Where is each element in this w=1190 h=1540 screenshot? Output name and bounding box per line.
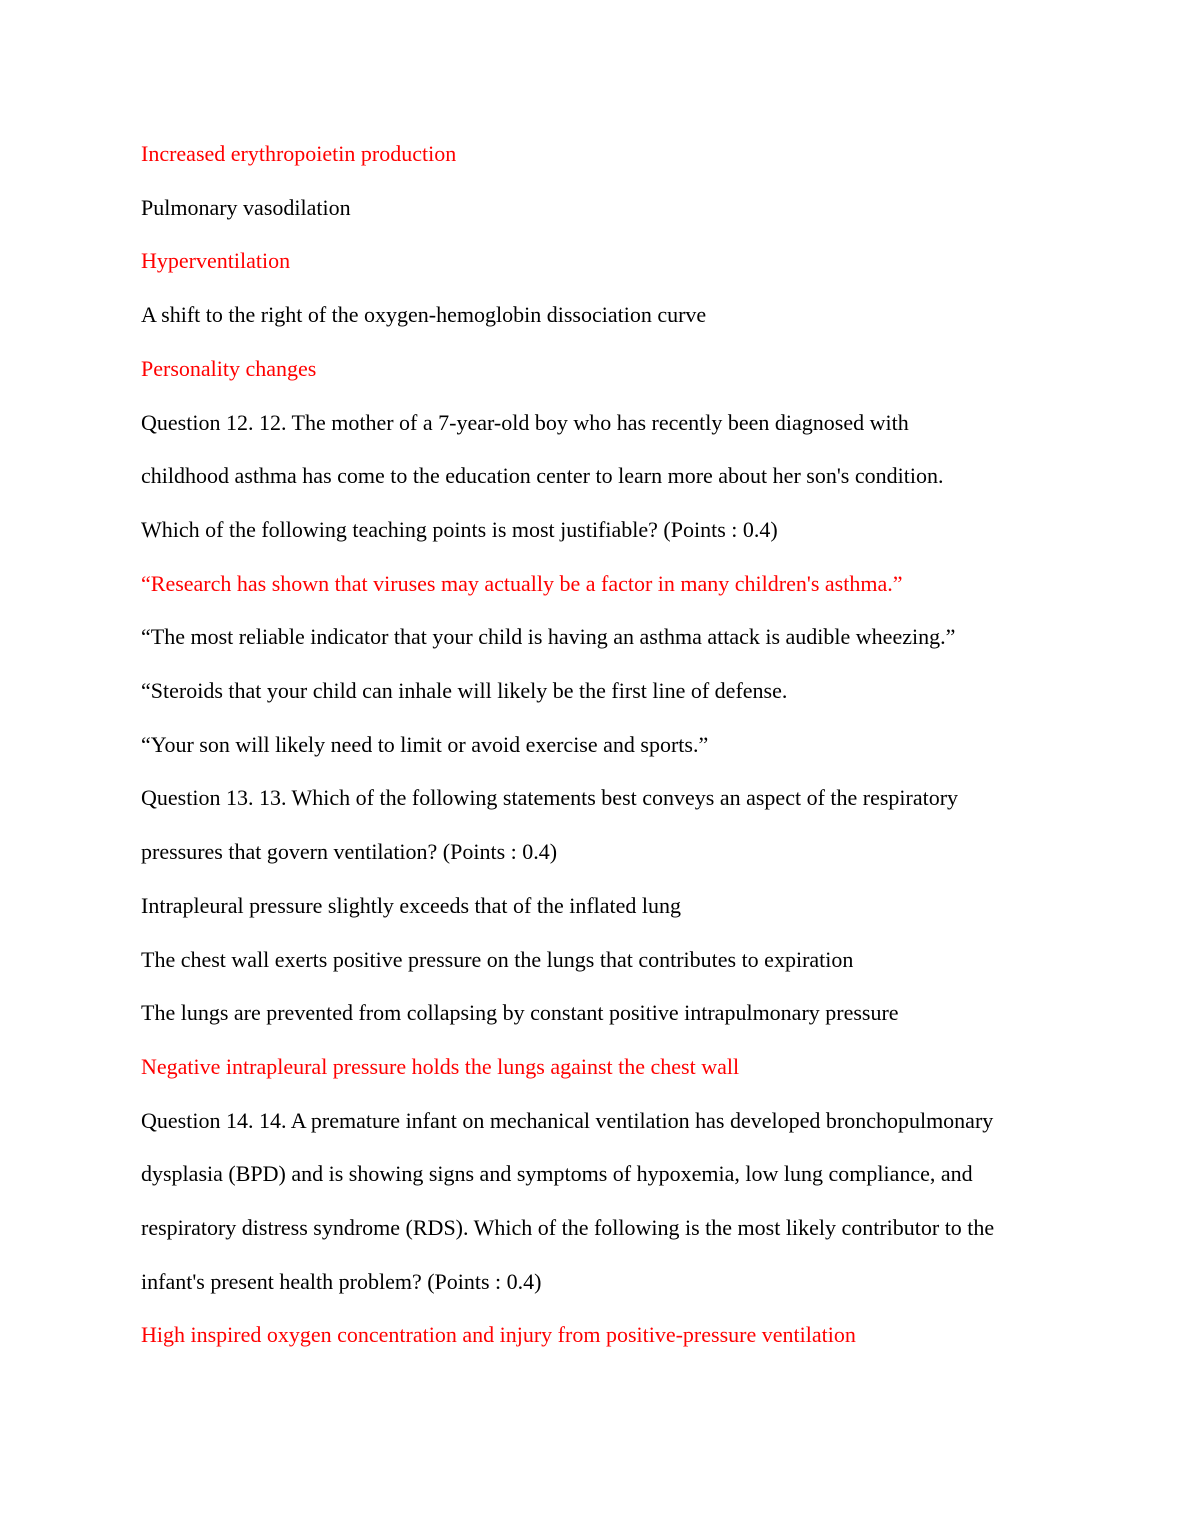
answer-option-correct: High inspired oxygen concentration and injury from positive-pressure ventilation xyxy=(141,1322,856,1348)
answer-option: “Steroids that your child can inhale will likely be the first line of defense. xyxy=(141,678,788,704)
question-13-text: pressures that govern ventilation? (Points : 0.4) xyxy=(141,839,558,865)
answer-option-correct: Increased erythropoietin production xyxy=(141,141,457,166)
answer-option: A shift to the right of the oxygen-hemoglobin dissociation curve xyxy=(141,302,707,328)
answer-option-correct: Negative intrapleural pressure holds the lungs against the chest wall xyxy=(141,1053,740,1079)
answer-option: “Your son will likely need to limit or avoid exercise and sports.” xyxy=(141,731,709,757)
answer-option: The lungs are prevented from collapsing by constant positive intrapulmonary pressure xyxy=(141,1000,899,1026)
question-13-text: Question 13. 13. Which of the following statements best conveys an aspect of the respiratory xyxy=(141,785,959,811)
question-12-text: Which of the following teaching points is most justifiable? (Points : 0.4) xyxy=(141,516,778,542)
question-14-text: dysplasia (BPD) and is showing signs and symptoms of hypoxemia, low lung compliance, and xyxy=(141,1161,973,1187)
answer-option-correct: Personality changes xyxy=(141,355,317,381)
question-12-text: Question 12. 12. The mother of a 7-year-old boy who has recently been diagnosed with xyxy=(141,409,909,435)
question-14-text: respiratory distress syndrome (RDS). Which of the following is the most likely contributor to the xyxy=(141,1215,995,1241)
question-14-text: Question 14. 14. A premature infant on mechanical ventilation has developed bronchopulmonary xyxy=(141,1107,994,1133)
document-content xyxy=(141,127,1081,1362)
question-12-text: childhood asthma has come to the education center to learn more about her son's condition. xyxy=(141,463,944,489)
answer-option: Intrapleural pressure slightly exceeds that of the inflated lung xyxy=(141,892,682,918)
answer-option-correct: Hyperventilation xyxy=(141,248,291,274)
question-14-text: infant's present health problem? (Points : 0.4) xyxy=(141,1268,542,1294)
answer-option: The chest wall exerts positive pressure on the lungs that contributes to expiration xyxy=(141,946,854,972)
answer-option: Pulmonary vasodilation xyxy=(141,194,351,220)
answer-option-correct: “Research has shown that viruses may actually be a factor in many children's asthma.” xyxy=(141,570,903,596)
answer-option: “The most reliable indicator that your child is having an asthma attack is audible wheezing.” xyxy=(141,624,956,650)
